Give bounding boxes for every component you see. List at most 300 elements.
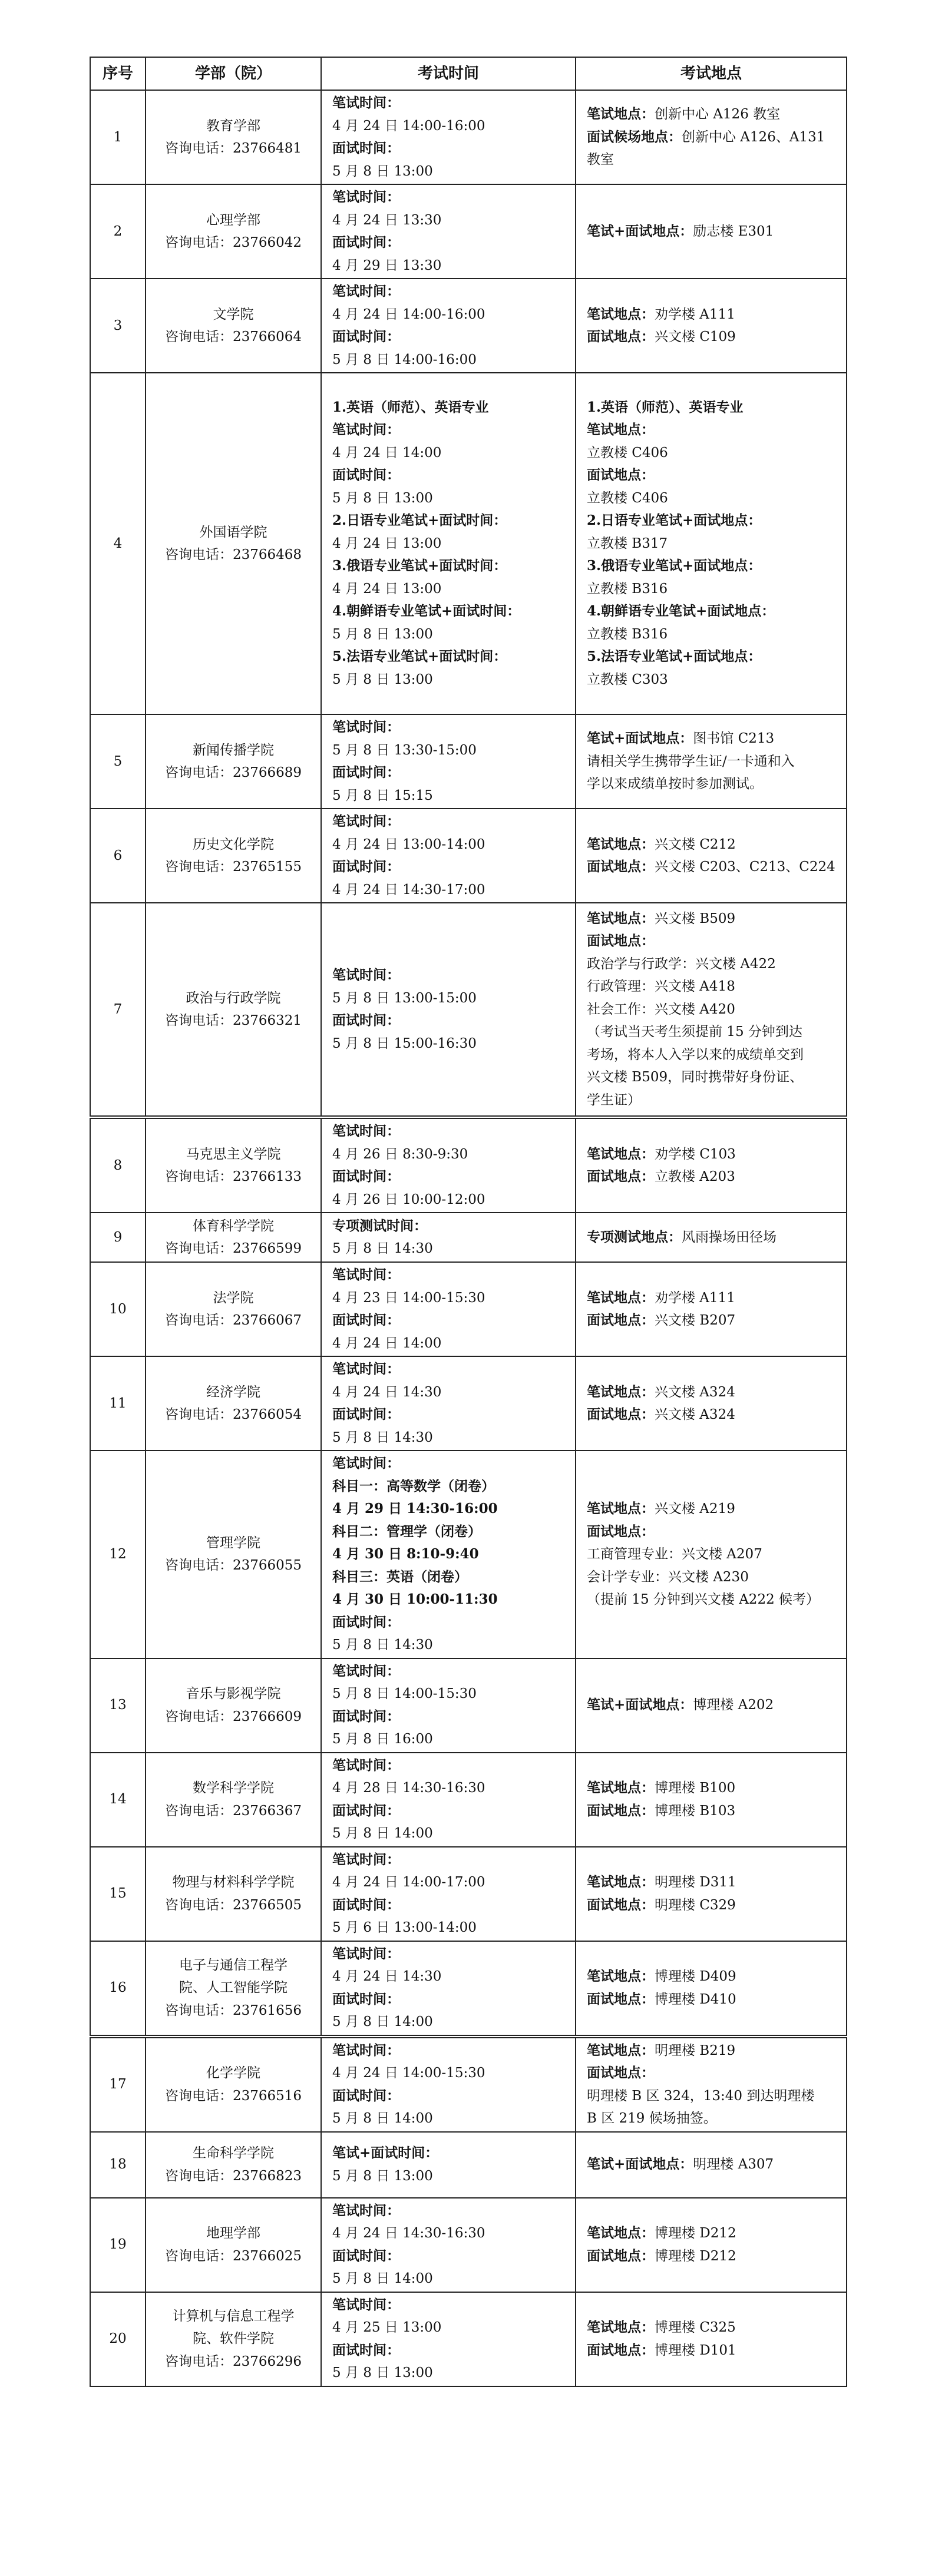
department-phone: 咨询电话：23766042 [164, 235, 302, 250]
line-label: 面试时间： [332, 1708, 400, 1724]
department-cell [146, 714, 321, 809]
line-label: 面试地点： [587, 1406, 655, 1422]
line-value: 5 月 8 日 13:00 [332, 490, 433, 506]
department-cell [146, 279, 321, 373]
line-value: 4 月 24 日 14:00-17:00 [332, 1875, 485, 1890]
exam-time-line [332, 487, 570, 510]
exam-time-line [332, 1965, 570, 1988]
exam-time-line [332, 1943, 570, 1966]
line-value: 劝学楼 A111 [655, 306, 735, 322]
exam-location-line [587, 953, 841, 976]
exam-time-line [332, 1800, 570, 1823]
exam-location-cell [576, 2292, 847, 2386]
department-name: 数学科学学院 [193, 1780, 274, 1796]
table-row [90, 1451, 847, 1658]
row-index: 4 [90, 373, 146, 714]
row-index: 20 [90, 2292, 146, 2386]
line-label: 面试时间： [332, 329, 400, 345]
exam-time-line [332, 186, 570, 209]
line-label: 笔试地点： [587, 1501, 655, 1517]
exam-time-line [332, 1381, 570, 1404]
line-value: 5 月 8 日 14:30 [332, 1429, 433, 1445]
exam-time-cell [321, 714, 576, 809]
department-phone: 咨询电话：23766367 [164, 1803, 302, 1819]
line-label: 笔试时间： [332, 719, 400, 735]
exam-time-line [332, 1188, 570, 1211]
line-label: 面试地点： [587, 329, 655, 345]
exam-location-line [587, 645, 841, 668]
exam-location-line [587, 126, 841, 149]
department-name: 计算机与信息工程学 [172, 2308, 295, 2324]
line-label: 2.日语专业笔试+面试地点： [587, 512, 762, 529]
exam-time-line [332, 1849, 570, 1872]
exam-location-line [587, 1800, 841, 1823]
exam-time-line [332, 1822, 570, 1845]
line-label: 笔试时间： [332, 813, 400, 829]
line-label: 面试时间： [332, 1312, 400, 1328]
exam-time-line [332, 1237, 570, 1260]
line-value: 5 月 8 日 14:30 [332, 1637, 433, 1653]
exam-time-line [332, 1728, 570, 1751]
exam-time-line [332, 1287, 570, 1310]
line-value: 工商管理专业：兴文楼 A207 [587, 1547, 762, 1562]
line-value: 立教楼 B316 [587, 626, 668, 642]
exam-location-line [587, 773, 841, 796]
line-value: 4 月 24 日 13:00 [332, 535, 442, 551]
exam-location-cell [576, 714, 847, 809]
line-label: 笔试地点： [587, 1289, 655, 1306]
exam-time-cell [321, 2292, 576, 2386]
exam-location-line [587, 1777, 841, 1800]
exam-location-cell [576, 1117, 847, 1213]
exam-location-line [587, 833, 841, 856]
exam-location-cell [576, 1356, 847, 1451]
exam-time-cell [321, 2132, 576, 2198]
line-label: 笔试时间： [332, 967, 400, 983]
exam-time-line [332, 419, 570, 442]
department-cell [146, 1213, 321, 1262]
exam-time-cell [321, 373, 576, 714]
line-value: 立教楼 C406 [587, 445, 668, 461]
line-value: 4 月 24 日 14:00 [332, 445, 442, 461]
row-index: 5 [90, 714, 146, 809]
exam-time-line [332, 532, 570, 555]
department-phone: 咨询电话：23766064 [164, 329, 302, 345]
department-phone: 咨询电话：23766689 [164, 765, 302, 780]
line-label: 笔试时间： [332, 422, 400, 438]
line-value: 明理楼 D311 [655, 1875, 736, 1890]
line-label: 笔试时间： [332, 2296, 400, 2313]
line-value: 劝学楼 A111 [655, 1290, 735, 1306]
line-label: 笔试地点： [587, 1874, 655, 1890]
line-label: 4.朝鲜语专业笔试+面试时间： [332, 603, 521, 620]
line-label: 面试时间： [332, 1012, 400, 1028]
line-label: 笔试地点： [587, 306, 655, 322]
department-phone: 咨询电话：23766296 [164, 2353, 302, 2369]
line-value: 立教楼 A203 [655, 1169, 735, 1184]
exam-location-cell [576, 903, 847, 1117]
line-label: 笔试地点： [587, 2225, 655, 2241]
department-name: 外国语学院 [199, 524, 267, 540]
exam-location-line [587, 1403, 841, 1426]
exam-time-line [332, 509, 570, 532]
row-index: 7 [90, 903, 146, 1117]
line-label: 笔试时间： [332, 1757, 400, 1773]
line-label: 笔试地点： [587, 836, 655, 852]
exam-time-line [332, 326, 570, 349]
exam-location-line [587, 623, 841, 646]
line-label: 面试地点： [587, 1312, 655, 1328]
department-name: 体育科学学院 [193, 1218, 274, 1234]
exam-location-cell [576, 1847, 847, 1941]
line-label: 笔试时间： [332, 189, 400, 205]
line-label: 面试时间： [332, 1896, 400, 1913]
line-label: 专项测试地点： [587, 1229, 682, 1245]
line-value: 明理楼 B219 [655, 2042, 736, 2058]
line-label: 科目三：英语（闭卷） [332, 1568, 468, 1585]
exam-location-line [587, 1166, 841, 1188]
exam-location-line [587, 442, 841, 465]
line-label: 面试时间： [332, 2247, 400, 2264]
line-label: 笔试时间： [332, 1361, 400, 1377]
line-label: 笔试地点： [587, 2042, 655, 2058]
department-cell [146, 1941, 321, 2037]
exam-location-line [587, 1143, 841, 1166]
exam-time-line [332, 2107, 570, 2130]
line-value: 立教楼 B316 [587, 581, 668, 597]
line-value: 学以来成绩单按时参加测试。 [587, 776, 763, 792]
exam-location-line [587, 2107, 841, 2130]
exam-time-line [332, 1706, 570, 1729]
department-name: 院、人工智能学院 [179, 1980, 288, 1996]
line-value: 5 月 8 日 13:00 [332, 2365, 433, 2380]
exam-location-line [587, 975, 841, 998]
line-value: 4 月 24 日 14:00-16:00 [332, 306, 485, 322]
line-label: 3.俄语专业笔试+面试时间： [332, 558, 507, 574]
exam-location-line [587, 1089, 841, 1112]
exam-location-line [587, 1287, 841, 1310]
exam-time-cell [321, 184, 576, 279]
header-exam-location: 考试地点 [576, 57, 847, 90]
exam-location-line [587, 908, 841, 931]
exam-time-line [332, 137, 570, 160]
line-label: 面试地点： [587, 2342, 655, 2358]
exam-time-line [332, 2222, 570, 2245]
exam-time-cell [321, 1847, 576, 1941]
exam-time-line [332, 645, 570, 668]
line-value: 博理楼 D212 [655, 2248, 736, 2264]
line-value: 立教楼 C406 [587, 490, 668, 506]
department-cell [146, 1262, 321, 1356]
table-row [90, 1117, 847, 1213]
exam-time-line [332, 303, 570, 326]
line-label: 面试时间： [332, 2087, 400, 2104]
line-value: 4 月 25 日 13:00 [332, 2320, 442, 2335]
line-value: 博理楼 D212 [655, 2226, 736, 2241]
exam-time-line [332, 396, 570, 419]
line-label: 面试地点： [587, 1523, 655, 1539]
exam-location-line [587, 1044, 841, 1067]
line-value: 5 月 8 日 15:00-16:30 [332, 1035, 477, 1051]
exam-location-line [587, 303, 841, 326]
line-value: 5 月 8 日 13:00 [332, 163, 433, 179]
exam-location-line [587, 1543, 841, 1566]
table-row [90, 373, 847, 714]
line-label: 笔试地点： [587, 106, 655, 122]
line-label: 笔试+面试地点： [587, 223, 693, 239]
exam-location-line [587, 1021, 841, 1044]
line-value: 兴文楼 B509 [655, 910, 736, 926]
department-cell [146, 903, 321, 1117]
exam-time-line [332, 761, 570, 784]
department-name: 政治与行政学院 [186, 990, 281, 1006]
exam-time-cell [321, 1262, 576, 1356]
line-value: 4 月 24 日 14:30 [332, 1384, 442, 1400]
exam-time-line [332, 160, 570, 183]
exam-time-line [332, 1871, 570, 1894]
department-cell [146, 1658, 321, 1753]
row-index: 19 [90, 2198, 146, 2292]
exam-time-line [332, 231, 570, 254]
department-name: 化学学院 [206, 2065, 260, 2081]
line-value: 4 月 26 日 8:30-9:30 [332, 1146, 468, 1162]
table-row [90, 1847, 847, 1941]
header-index: 序号 [90, 57, 146, 90]
exam-location-line [587, 1965, 841, 1988]
exam-time-line [332, 1403, 570, 1426]
exam-location-cell [576, 373, 847, 714]
exam-time-cell [321, 2037, 576, 2132]
line-label: 5.法语专业笔试+面试地点： [587, 648, 762, 665]
exam-time-line [332, 1543, 570, 1566]
row-index: 3 [90, 279, 146, 373]
exam-location-line [587, 998, 841, 1021]
exam-location-line [587, 578, 841, 601]
exam-location-line [587, 1566, 841, 1589]
line-label: 1.英语（师范）、英语专业 [332, 399, 489, 415]
exam-time-line [332, 254, 570, 277]
exam-time-line [332, 115, 570, 138]
line-value: 风雨操场田径场 [682, 1229, 777, 1245]
line-value: 博理楼 D409 [655, 1969, 736, 1984]
exam-time-cell [321, 279, 576, 373]
line-value: 兴文楼 B509，同时携带好身份证、 [587, 1070, 804, 1085]
row-index: 18 [90, 2132, 146, 2198]
line-value: 劝学楼 C103 [655, 1146, 736, 1162]
department-cell [146, 373, 321, 714]
line-label: 笔试时间： [332, 1851, 400, 1868]
exam-time-cell [321, 1451, 576, 1658]
line-label: 5.法语专业笔试+面试时间： [332, 648, 507, 665]
line-label: 笔试地点： [587, 2319, 655, 2335]
table-row [90, 714, 847, 809]
line-value: 5 月 8 日 16:00 [332, 1731, 433, 1747]
line-value: 5 月 8 日 13:00 [332, 671, 433, 687]
exam-location-line [587, 1894, 841, 1917]
line-label: 面试时间： [332, 764, 400, 780]
exam-time-line [332, 1143, 570, 1166]
table-row [90, 184, 847, 279]
department-phone: 咨询电话：23766133 [164, 1169, 302, 1184]
line-value: 5 月 8 日 13:30-15:00 [332, 742, 477, 758]
exam-location-cell [576, 2037, 847, 2132]
line-value: 行政管理：兴文楼 A418 [587, 979, 735, 995]
exam-time-cell [321, 90, 576, 184]
line-label: 面试地点： [587, 1896, 655, 1913]
exam-time-line [332, 2200, 570, 2223]
exam-location-line [587, 532, 841, 555]
line-value: 博理楼 D410 [655, 1991, 736, 2007]
line-label: 笔试地点： [587, 1383, 655, 1400]
exam-time-line [332, 1452, 570, 1475]
exam-location-line [587, 600, 841, 623]
line-label: 面试时间： [332, 1991, 400, 2007]
row-index: 13 [90, 1658, 146, 1753]
department-name: 心理学部 [206, 212, 260, 228]
exam-time-line [332, 1588, 570, 1611]
exam-location-cell [576, 2132, 847, 2198]
exam-location-line [587, 2153, 841, 2176]
line-value: 5 月 8 日 13:00-15:00 [332, 990, 477, 1006]
line-value: 4 月 24 日 14:00-16:00 [332, 118, 485, 134]
exam-time-line [332, 1358, 570, 1381]
exam-location-cell [576, 1451, 847, 1658]
line-label: 笔试+面试地点： [587, 1697, 693, 1713]
exam-time-cell [321, 903, 576, 1117]
exam-time-line [332, 1215, 570, 1238]
line-label: 面试地点： [587, 467, 655, 484]
row-index: 9 [90, 1213, 146, 1262]
line-label: 笔试+面试地点： [587, 730, 693, 747]
exam-time-cell [321, 1941, 576, 2037]
line-value: 励志楼 E301 [693, 223, 774, 239]
exam-time-line [332, 578, 570, 601]
department-phone: 咨询电话：23766054 [164, 1407, 302, 1422]
exam-time-line [332, 668, 570, 691]
exam-location-line [587, 727, 841, 750]
table-row [90, 1941, 847, 2037]
line-value: 4 月 24 日 14:00-15:30 [332, 2065, 485, 2081]
exam-location-line [587, 220, 841, 243]
department-cell [146, 2292, 321, 2386]
department-name: 马克思主义学院 [186, 1146, 281, 1162]
exam-time-line [332, 1566, 570, 1589]
line-value: 4 月 24 日 14:30 [332, 1969, 442, 1984]
line-value: 博理楼 C325 [655, 2320, 736, 2335]
exam-time-line [332, 2039, 570, 2062]
department-name: 新闻传播学院 [193, 742, 274, 758]
line-value: 立教楼 C303 [587, 671, 668, 687]
exam-time-line [332, 280, 570, 303]
line-value: 考场，将本人入学以来的成绩单交到 [587, 1047, 804, 1062]
table-row [90, 279, 847, 373]
table-row [90, 1356, 847, 1451]
exam-schedule-table [90, 57, 847, 2387]
department-phone: 咨询电话：23766481 [164, 141, 302, 156]
exam-location-line [587, 930, 841, 953]
exam-location-line [587, 1871, 841, 1894]
line-label: 面试时间： [332, 467, 400, 484]
line-label: 4 月 30 日 10:00-11:30 [332, 1591, 498, 1607]
exam-time-line [332, 1475, 570, 1498]
department-phone: 咨询电话：23761656 [164, 2002, 302, 2018]
line-value: 明理楼 B 区 324，13:40 到达明理楼 [587, 2088, 815, 2104]
exam-time-line [332, 879, 570, 902]
row-index: 15 [90, 1847, 146, 1941]
line-label: 科目一：高等数学（闭卷） [332, 1478, 495, 1494]
exam-time-line [332, 1332, 570, 1355]
row-index: 10 [90, 1262, 146, 1356]
exam-time-line [332, 1032, 570, 1055]
exam-time-line [332, 1264, 570, 1287]
line-value: 5 月 8 日 15:15 [332, 787, 433, 803]
exam-time-line [332, 2294, 570, 2317]
table-row [90, 809, 847, 903]
department-name: 生命科学学院 [193, 2145, 274, 2161]
exam-time-line [332, 1166, 570, 1188]
line-value: 4 月 26 日 10:00-12:00 [332, 1191, 485, 1207]
exam-location-line [587, 464, 841, 487]
line-label: 面试地点： [587, 1991, 655, 2007]
line-label: 笔试时间： [332, 1123, 400, 1139]
line-label: 笔试时间： [332, 1945, 400, 1962]
line-value: 4 月 24 日 14:00 [332, 1335, 442, 1351]
exam-location-cell [576, 1658, 847, 1753]
exam-location-line [587, 148, 841, 171]
exam-location-line [587, 1309, 841, 1332]
line-label: 3.俄语专业笔试+面试地点： [587, 558, 762, 574]
header-department: 学部（院） [146, 57, 321, 90]
line-value: 4 月 24 日 14:30-16:30 [332, 2226, 485, 2241]
department-phone: 咨询电话：23766067 [164, 1313, 302, 1328]
line-value: 4 月 24 日 14:30-17:00 [332, 882, 485, 898]
table-row [90, 2037, 847, 2132]
line-value: 博理楼 D101 [655, 2342, 736, 2358]
exam-time-cell [321, 1356, 576, 1451]
table-row [90, 2292, 847, 2386]
exam-time-cell [321, 1658, 576, 1753]
exam-time-line [332, 964, 570, 987]
exam-location-cell [576, 809, 847, 903]
header-row [90, 57, 847, 90]
exam-time-line [332, 2062, 570, 2085]
header-exam-time: 考试时间 [321, 57, 576, 90]
row-index: 12 [90, 1451, 146, 1658]
department-name: 地理学部 [206, 2226, 260, 2241]
exam-time-line [332, 1426, 570, 1449]
line-value: 兴文楼 A219 [655, 1501, 735, 1517]
exam-location-line [587, 326, 841, 349]
department-cell [146, 1117, 321, 1213]
line-label: 1.英语（师范）、英语专业 [587, 399, 744, 415]
department-phone: 咨询电话：23766468 [164, 547, 302, 562]
line-value: 明理楼 C329 [655, 1897, 736, 1913]
line-label: 4 月 30 日 8:10-9:40 [332, 1546, 479, 1562]
department-cell [146, 2037, 321, 2132]
line-value: 5 月 8 日 14:00 [332, 2271, 433, 2286]
line-value: 创新中心 A126、A131 [682, 129, 825, 145]
department-name: 文学院 [213, 306, 254, 322]
line-label: 笔试时间： [332, 1455, 400, 1471]
department-cell [146, 1356, 321, 1451]
department-phone: 咨询电话：23766321 [164, 1013, 302, 1028]
exam-time-line [332, 1754, 570, 1777]
exam-time-line [332, 1009, 570, 1032]
exam-time-line [332, 2245, 570, 2268]
line-value: 5 月 8 日 14:00-15:30 [332, 1686, 477, 1701]
exam-location-cell [576, 1262, 847, 1356]
exam-location-cell [576, 90, 847, 184]
